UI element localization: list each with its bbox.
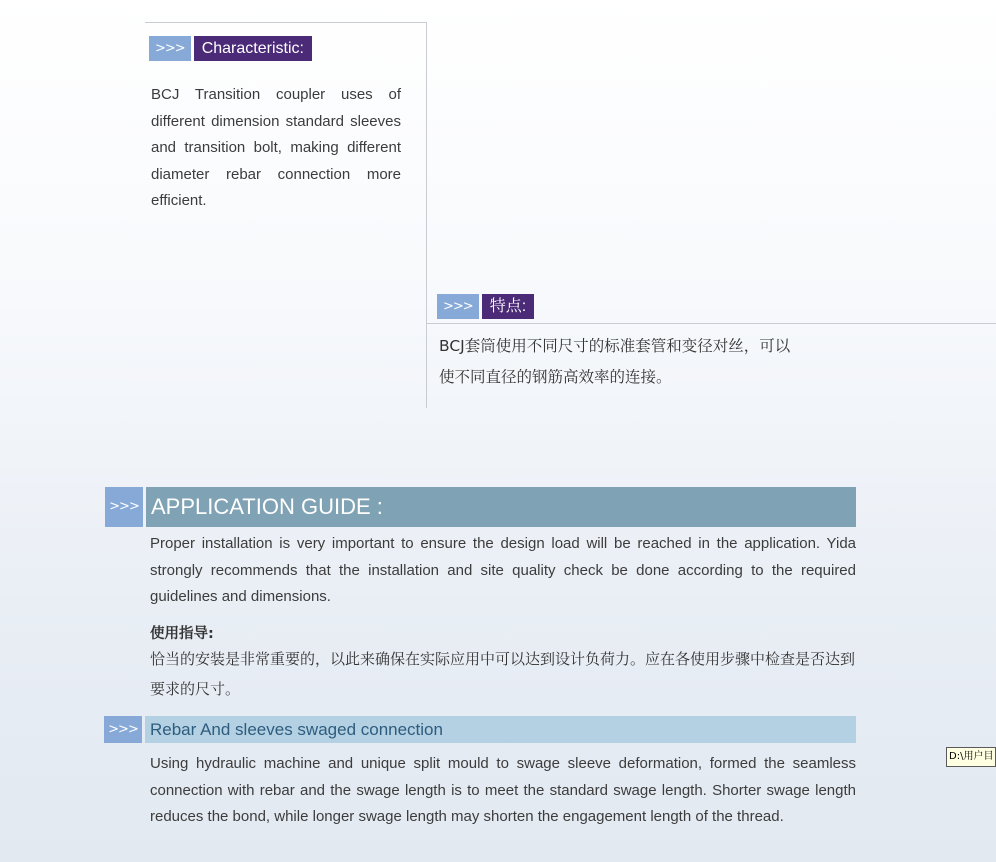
features-cn-text — [439, 331, 839, 393]
characteristic-title: Characteristic: — [194, 36, 312, 61]
characteristic-side-divider — [426, 22, 427, 408]
rebar-section-text: Using hydraulic machine and unique split mould to swage sleeve deformation, formed the seamless connection with rebar and the swage length is to meet the standard swage length. Shorter swage length reduces the bond, while longer swage length may shorten the engagement length of the thread. — [150, 755, 856, 825]
application-guide-title: APPLICATION GUIDE : — [146, 487, 856, 527]
features-cn-title: 特点: — [482, 294, 534, 319]
application-guide-text: Proper installation is very important to ensure the design load will be reached in the application. Yida strongly recommends that the installation and site quality check be done according to the required guidelines and dimensions. — [150, 535, 856, 605]
arrow-icon: >>> — [437, 294, 479, 319]
features-cn-header — [437, 294, 534, 319]
features-cn-line-1: BCJ套筒使用不同尺寸的标准套管和变径对丝，可以 — [439, 337, 791, 355]
arrow-icon: >>> — [104, 716, 142, 743]
characteristic-top-divider — [145, 22, 427, 23]
features-cn-divider — [426, 323, 996, 324]
application-guide-cn-title: 使用指导: — [150, 626, 214, 642]
arrow-icon: >>> — [149, 36, 191, 61]
rebar-section-title: Rebar And sleeves swaged connection — [145, 716, 856, 743]
characteristic-header — [149, 36, 312, 61]
arrow-icon: >>> — [105, 487, 143, 527]
application-guide-cn-text: 恰当的安装是非常重要的，以此来确保在实际应用中可以达到设计负荷力。应在各使用步骤中检查是否达到要求的尺寸。 — [150, 650, 856, 698]
path-tooltip: D:\用户目 — [946, 747, 996, 767]
characteristic-text: BCJ Transition coupler uses of different dimension standard sleeves and transition bolt, making different diameter rebar connection more efficient. — [151, 86, 401, 209]
features-cn-line-2: 使不同直径的钢筋高效率的连接。 — [439, 368, 672, 386]
